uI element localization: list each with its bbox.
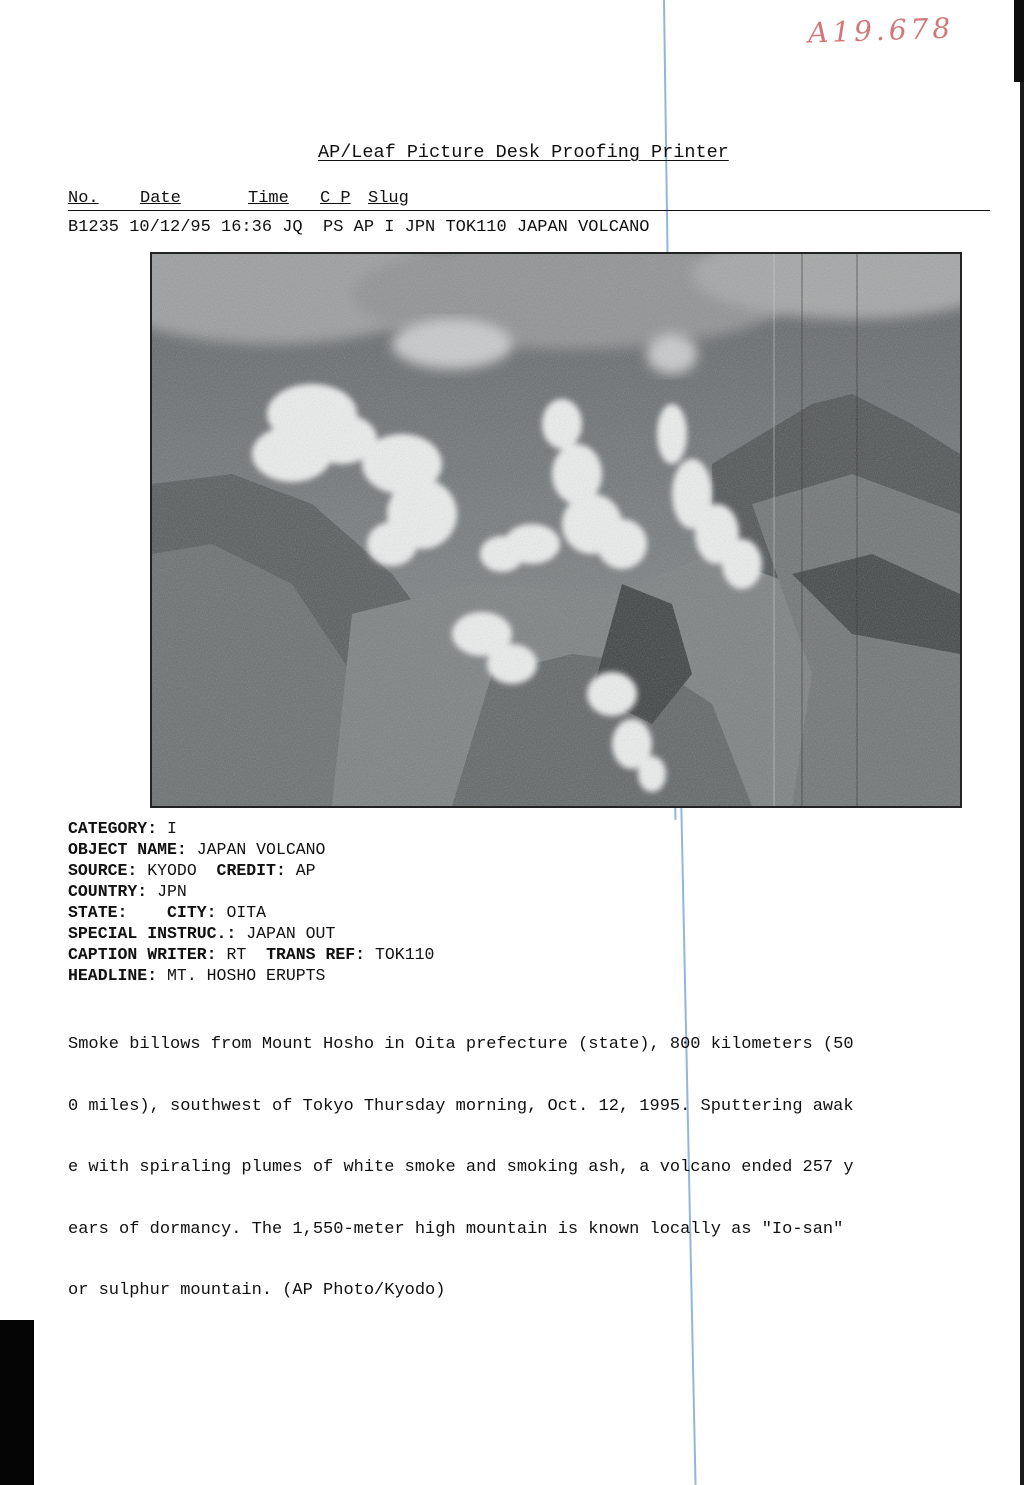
- field-state-city: STATE: CITY: OITA: [68, 903, 267, 922]
- field-special: SPECIAL INSTRUC.: JAPAN OUT: [68, 924, 336, 943]
- volcano-photo: [150, 252, 962, 808]
- field-country: COUNTRY: JPN: [68, 882, 187, 901]
- field-source-credit: SOURCE: KYODO CREDIT: AP: [68, 861, 316, 880]
- caption: [68, 994, 998, 1322]
- field-category: CATEGORY: I: [68, 819, 177, 838]
- caption-line: 0 miles), southwest of Tokyo Thursday morning, Oct. 12, 1995. Sputtering awak: [68, 1096, 854, 1116]
- caption-line: Smoke billows from Mount Hosho in Oita prefecture (state), 800 kilometers (50: [68, 1035, 854, 1054]
- caption-line: ears of dormancy. The 1,550-meter high mountain is known locally as "Io-san": [68, 1219, 844, 1239]
- header-row: [68, 188, 990, 211]
- record-line: B1235 10/12/95 16:36 JQ PS AP I JPN TOK110 JAPAN VOLCANO: [68, 218, 650, 237]
- metadata-fields: [68, 818, 434, 986]
- field-object-name: OBJECT NAME: JAPAN VOLCANO: [68, 840, 326, 859]
- header-time: Time: [248, 189, 289, 208]
- field-caption-writer: CAPTION WRITER: RT TRANS REF: TOK110: [68, 945, 435, 964]
- header-cp: C P: [320, 189, 351, 208]
- header-no: No.: [68, 189, 99, 208]
- field-headline: HEADLINE: MT. HOSHO ERUPTS: [68, 966, 326, 985]
- caption-line: or sulphur mountain. (AP Photo/Kyodo): [68, 1281, 446, 1300]
- handwritten-note: A19.678: [807, 11, 955, 50]
- scan-edge-top-right: [1014, 0, 1024, 82]
- scan-edge-right: [1020, 82, 1024, 1485]
- header-slug: Slug: [368, 189, 409, 208]
- caption-line: e with spiraling plumes of white smoke and smoking ash, a volcano ended 257 y: [68, 1158, 854, 1177]
- header-date: Date: [140, 189, 181, 208]
- scan-edge-bottom-left: [0, 1320, 34, 1485]
- page-title: AP/Leaf Picture Desk Proofing Printer: [318, 142, 729, 163]
